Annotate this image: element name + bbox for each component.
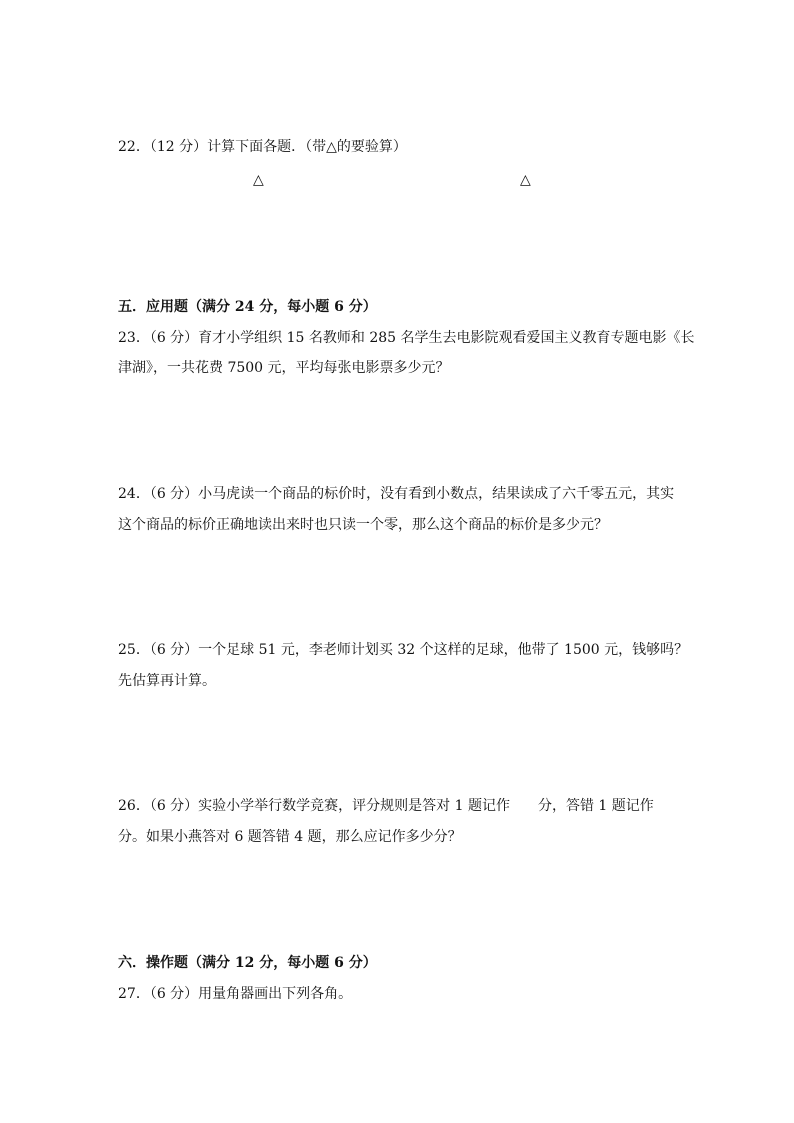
question-26-line-1: 26．（6 分）实验小学举行数学竞赛，评分规则是答对 1 题记作 分，答错 1 题记作: [118, 798, 654, 814]
triangle-mark-1: △: [253, 172, 264, 188]
question-25-line-1: 25．（6 分）一个足球 51 元，李老师计划买 32 个这样的足球，他带了 1500 元，钱够吗？: [118, 642, 689, 658]
question-24-line-2: 这个商品的标价正确地读出来时也只读一个零，那么这个商品的标价是多少元？: [118, 517, 608, 533]
question-23-line-2: 津湖》，一共花费 7500 元，平均每张电影票多少元？: [118, 360, 450, 376]
question-26-line-2: 分。如果小燕答对 6 题答错 4 题，那么应记作多少分？: [118, 829, 462, 845]
section-5-heading: 五．应用题（满分 24 分，每小题 6 分）: [118, 299, 377, 315]
question-25-line-2: 先估算再计算。: [118, 673, 216, 689]
triangle-mark-2: △: [520, 172, 531, 188]
question-27-text: 27．（6 分）用量角器画出下列各角。: [118, 986, 353, 1002]
question-22-text: 22．（12 分）计算下面各题．（带△的要验算）: [118, 139, 407, 155]
question-24-line-1: 24．（6 分）小马虎读一个商品的标价时，没有看到小数点，结果读成了六千零五元，其实: [118, 486, 675, 502]
section-6-heading: 六．操作题（满分 12 分，每小题 6 分）: [118, 955, 377, 971]
question-23-line-1: 23．（6 分）育才小学组织 15 名教师和 285 名学生去电影院观看爱国主义教育专题电影《长: [118, 330, 695, 346]
